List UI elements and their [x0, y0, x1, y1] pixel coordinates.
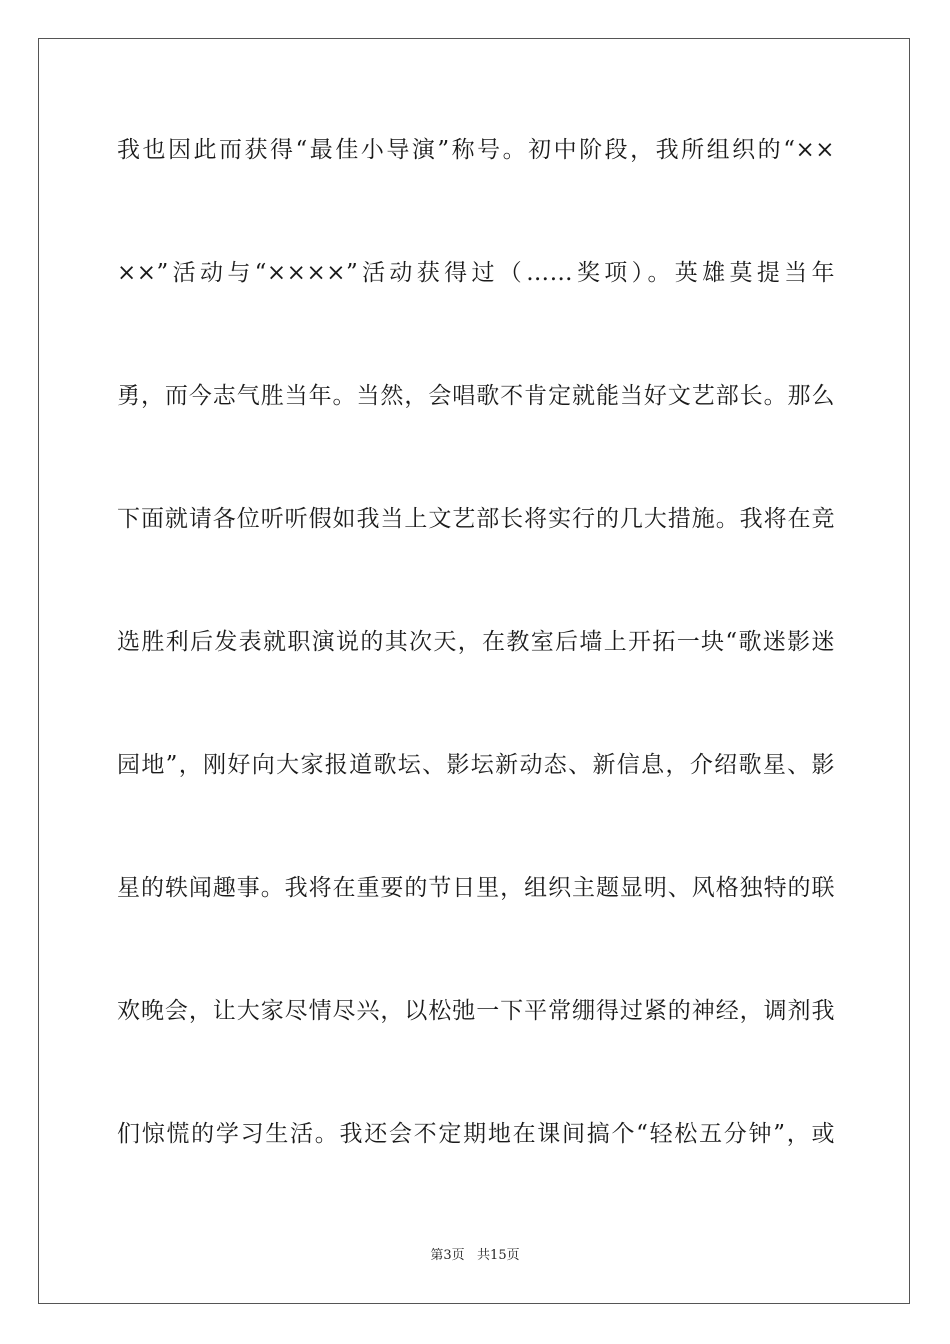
body-line-2: ××”活动与“××××”活动获得过（……奖项）。英雄莫提当年	[117, 260, 835, 286]
body-line-4: 下面就请各位听听假如我当上文艺部长将实行的几大措施。我将在竞	[117, 506, 835, 532]
body-line-1: 我也因此而获得“最佳小导演”称号。初中阶段，我所组织的“××	[117, 137, 835, 163]
body-line-6: 园地”，刚好向大家报道歌坛、影坛新动态、新信息，介绍歌星、影	[117, 752, 835, 778]
body-line-5: 选胜利后发表就职演说的其次天，在教室后墙上开拓一块“歌迷影迷	[117, 629, 835, 655]
body-line-3: 勇，而今志气胜当年。当然，会唱歌不肯定就能当好文艺部长。那么	[117, 383, 835, 409]
body-line-9: 们惊慌的学习生活。我还会不定期地在课间搞个“轻松五分钟”，或	[117, 1121, 835, 1147]
page-border	[38, 38, 910, 1304]
body-line-7: 星的轶闻趣事。我将在重要的节日里，组织主题显明、风格独特的联	[117, 875, 835, 901]
page-number-footer: 第3页 共15页	[430, 1248, 520, 1263]
body-line-8: 欢晚会，让大家尽情尽兴，以松弛一下平常绷得过紧的神经，调剂我	[117, 998, 835, 1024]
